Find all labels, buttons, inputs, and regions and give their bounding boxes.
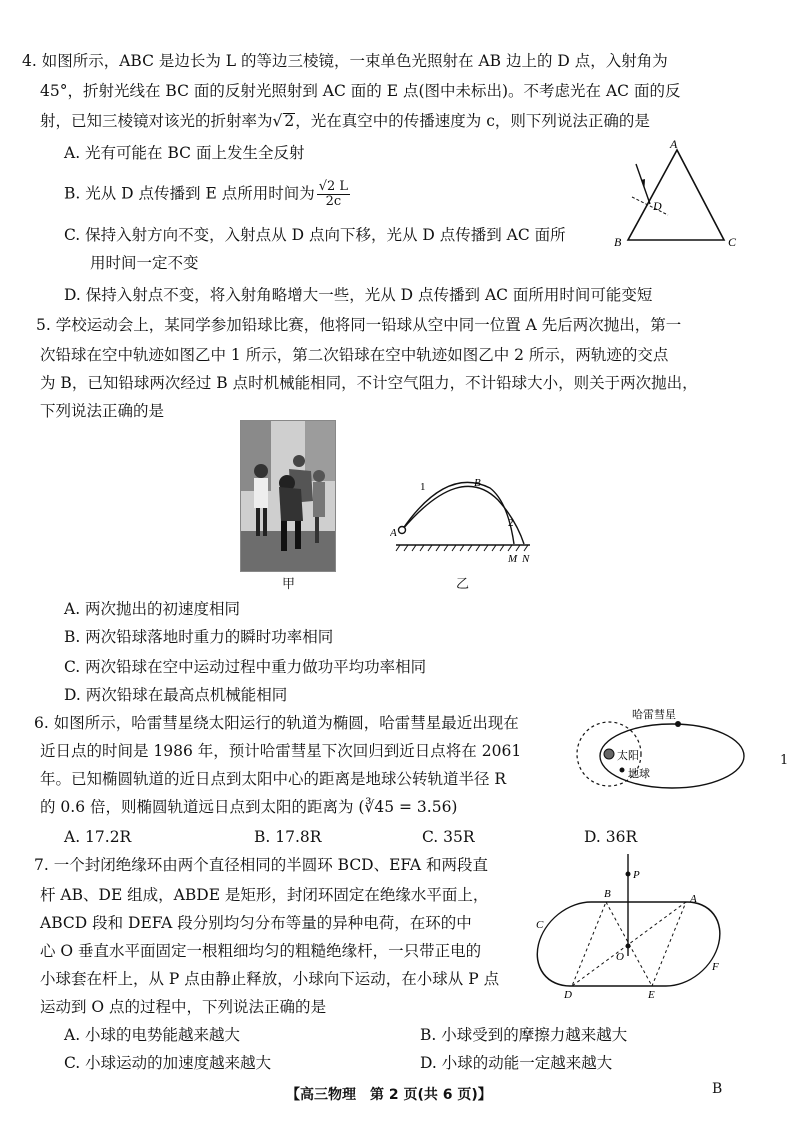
label-d: D bbox=[564, 989, 572, 1000]
shot-put-photo bbox=[240, 420, 336, 572]
label-d: D bbox=[653, 199, 662, 213]
q6-stem-line4: 的 0.6 倍，则椭圆轨道远日点到太阳的距离为 (∛45 = 3.56) bbox=[40, 798, 458, 816]
q4-option-b-fraction bbox=[317, 180, 350, 209]
shot-put-photo-drawing bbox=[241, 421, 335, 571]
closed-ring bbox=[536, 902, 729, 986]
q6-option-b: B. 17.8R bbox=[254, 828, 322, 846]
q5-stem-line2: 次铅球在空中轨迹如图乙中 1 所示，第二次铅球在空中轨迹如图乙中 2 所示，两轨迹的交点 bbox=[40, 346, 669, 364]
q4-stem-line2: 45°，折射光线在 BC 面的反射光照射到 AC 面的 E 点(图中未标出)。不考虑光在 AC 面的反 bbox=[40, 82, 681, 100]
earth-icon bbox=[620, 768, 625, 773]
q5-stem-line4: 下列说法正确的是 bbox=[40, 402, 165, 420]
q7-stem-line2: 杆 AB、DE 组成，ABDE 是矩形，封闭环固定在绝缘水平面上， bbox=[40, 886, 489, 904]
q4-option-b-text: B. 光从 D 点传播到 E 点所用时间为 bbox=[64, 184, 315, 203]
q4-option-c-line2: 用时间一定不变 bbox=[90, 254, 199, 272]
q7-option-d: D. 小球的动能一定越来越大 bbox=[420, 1054, 613, 1072]
trajectory-1 bbox=[402, 482, 514, 544]
q7-option-a: A. 小球的电势能越来越大 bbox=[64, 1026, 241, 1044]
label-o: O bbox=[616, 951, 624, 963]
trajectory-2 bbox=[402, 486, 524, 544]
q4-option-b bbox=[64, 180, 350, 209]
q6-option-d: D. 36R bbox=[584, 828, 638, 846]
comet-icon bbox=[675, 721, 681, 727]
point-p bbox=[626, 872, 631, 877]
figure-label-jia: 甲 bbox=[282, 577, 296, 592]
q6-orbit-figure bbox=[572, 704, 752, 804]
label-e: E bbox=[648, 989, 655, 1000]
q4-option-d: D. 保持入射点不变，将入射角略增大一些，光从 D 点传播到 AC 面所用时间可能变短 bbox=[64, 286, 653, 304]
q6-option-c: C. 35R bbox=[422, 828, 475, 846]
q5-option-a: A. 两次抛出的初速度相同 bbox=[64, 600, 241, 618]
earth-label: 地球 bbox=[628, 768, 650, 780]
sun-icon bbox=[604, 749, 614, 759]
q4-stem-line3-pre: 射，已知三棱镜对该光的折射率为 bbox=[40, 112, 273, 130]
q7-stem-line4: 心 O 垂直水平面固定一根粗细均匀的粗糙绝缘杆，一只带正电的 bbox=[40, 942, 482, 960]
label-2: 2 bbox=[508, 517, 514, 529]
q7-option-b: B. 小球受到的摩擦力越来越大 bbox=[420, 1026, 628, 1044]
q4-option-b-denominator: 2c bbox=[325, 194, 342, 209]
q5-stem-line1: 5. 学校运动会上，某同学参加铅球比赛，他将同一铅球从空中同一位置 A 先后两次抛出，第一 bbox=[36, 316, 682, 334]
ground-hatch bbox=[396, 545, 528, 551]
label-n: N bbox=[522, 553, 530, 565]
arrow-head-icon bbox=[641, 179, 645, 188]
label-a: A bbox=[390, 527, 397, 539]
q6-stem-line2: 近日点的时间是 1986 年，预计哈雷彗星下次回归到近日点将在 2061 bbox=[40, 742, 522, 760]
q7-stem-line3: ABCD 段和 DEFA 段分别均匀分布等量的异种电荷，在环的中 bbox=[40, 914, 472, 932]
q7-option-c: C. 小球运动的加速度越来越大 bbox=[64, 1054, 272, 1072]
q5-option-b: B. 两次铅球落地时重力的瞬时功率相同 bbox=[64, 628, 334, 646]
q6-stem-line1: 6. 如图所示，哈雷彗星绕太阳运行的轨道为椭圆，哈雷彗星最近出现在 bbox=[34, 714, 519, 732]
label-c: C bbox=[728, 235, 737, 249]
q4-option-a: A. 光有可能在 BC 面上发生全反射 bbox=[64, 144, 305, 162]
prism-triangle bbox=[628, 150, 724, 240]
q4-prism-figure bbox=[600, 138, 750, 250]
page-footer: 【高三物理 第 2 页(共 6 页)】 bbox=[286, 1087, 492, 1103]
label-p: P bbox=[633, 869, 640, 881]
q5-trajectory-figure bbox=[390, 470, 536, 575]
q7-stem-line5: 小球套在杆上，从 P 点由静止释放，小球向下运动，在小球从 P 点 bbox=[40, 970, 500, 988]
q5-stem-line3: 为 B，已知铅球两次经过 B 点时机械能相同，不计空气阻力，不计铅球大小，则关于两次抛出， bbox=[40, 374, 698, 392]
label-f: F bbox=[712, 961, 719, 973]
label-b: B bbox=[474, 477, 481, 489]
label-a: A bbox=[690, 893, 697, 905]
q7-stem-line1: 7. 一个封闭绝缘环由两个直径相同的半圆环 BCD、EFA 和两段直 bbox=[34, 856, 488, 874]
label-c: C bbox=[536, 919, 544, 931]
label-1: 1 bbox=[420, 481, 426, 493]
margin-mark: 1 bbox=[780, 753, 789, 768]
q5-option-d: D. 两次铅球在最高点机械能相同 bbox=[64, 686, 288, 704]
corner-mark: B bbox=[712, 1081, 723, 1097]
label-b: B bbox=[604, 888, 611, 900]
sun-label: 太阳 bbox=[617, 750, 639, 762]
q7-ring-figure bbox=[536, 848, 732, 1000]
comet-label: 哈雷彗星 bbox=[632, 709, 676, 721]
label-b: B bbox=[614, 235, 622, 249]
q4-option-b-numerator: √2 L bbox=[318, 179, 349, 194]
q6-stem-line3: 年。已知椭圆轨道的近日点到太阳中心的距离是地球公转轨道半径 R bbox=[40, 770, 507, 788]
label-a: A bbox=[670, 138, 678, 151]
q4-option-c-line1: C. 保持入射方向不变，入射点从 D 点向下移，光从 D 点传播到 AC 面所 bbox=[64, 226, 566, 244]
center-o bbox=[626, 944, 631, 949]
label-m: M bbox=[508, 553, 518, 565]
q7-stem-line6: 运动到 O 点的过程中，下列说法正确的是 bbox=[40, 998, 327, 1016]
launch-point bbox=[399, 527, 406, 534]
q4-stem-line3-post: ，光在真空中的传播速度为 c，则下列说法正确的是 bbox=[295, 112, 650, 130]
q4-root-value: 2 bbox=[284, 112, 295, 130]
figure-label-yi: 乙 bbox=[456, 577, 470, 592]
q6-option-a: A. 17.2R bbox=[64, 828, 132, 846]
q5-option-c: C. 两次铅球在空中运动过程中重力做功平均功率相同 bbox=[64, 658, 427, 676]
q4-stem-line1: 4. 如图所示，ABC 是边长为 L 的等边三棱镜，一束单色光照射在 AB 边上的 D 点，入射角为 bbox=[22, 52, 668, 70]
q4-stem-line3: 射，已知三棱镜对该光的折射率为√ 2，光在真空中的传播速度为 c，则下列说法正确的是 bbox=[40, 112, 650, 130]
